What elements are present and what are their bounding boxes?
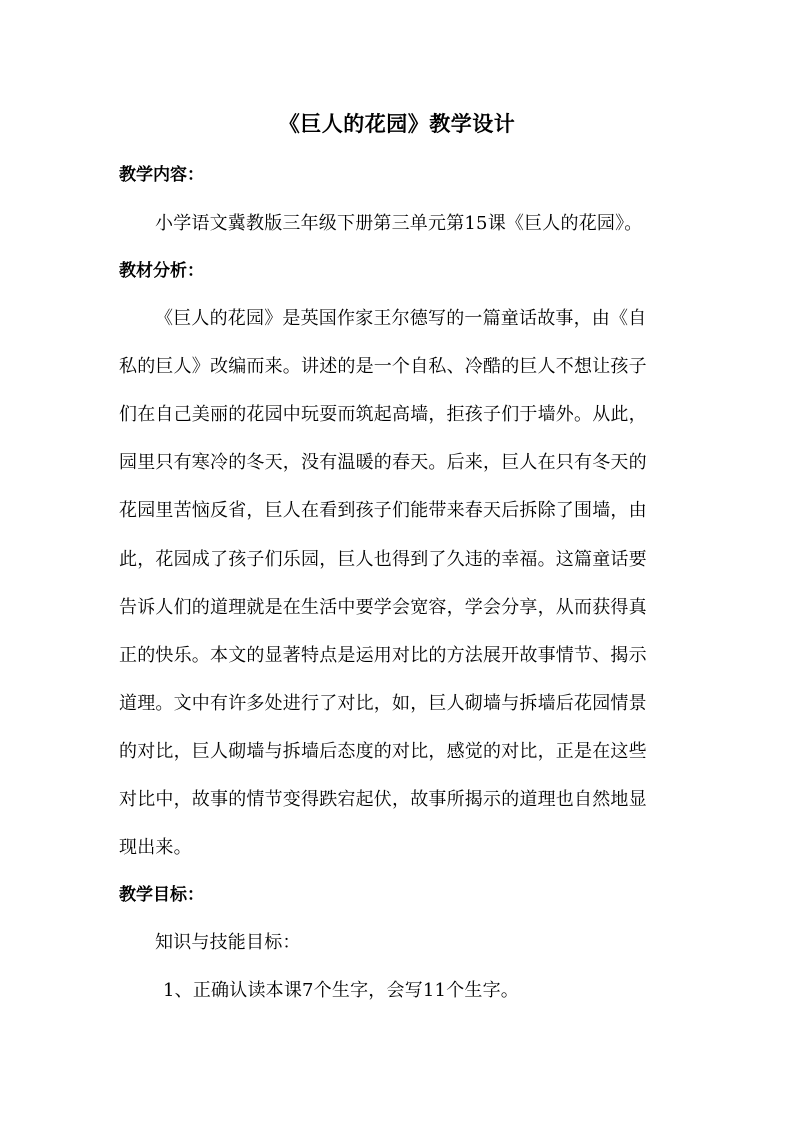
analysis-line: 道理。文中有许多处进行了对比，如，巨人砌墙与拆墙后花园情景 xyxy=(119,693,647,714)
analysis-line: 现出来。 xyxy=(119,837,192,858)
analysis-line: 私的巨人》改编而来。讲述的是一个自私、冷酷的巨人不想让孩子 xyxy=(119,356,647,377)
analysis-line: 园里只有寒冷的冬天，没有温暖的春天。后来，巨人在只有冬天的 xyxy=(119,452,647,473)
section-heading-analysis: 教材分析： xyxy=(119,261,204,281)
analysis-line: 《巨人的花园》是英国作家王尔德写的一篇童话故事，由《自 xyxy=(155,308,647,329)
analysis-line: 此，花园成了孩子们乐园，巨人也得到了久违的幸福。这篇童话要 xyxy=(119,549,647,570)
document-title: 《巨人的花园》教学设计 xyxy=(278,111,516,136)
content-text: 小学语文冀教版三年级下册第三单元第15课《巨人的花园》。 xyxy=(155,213,643,234)
analysis-line: 对比中，故事的情节变得跌宕起伏，故事所揭示的道理也自然地显 xyxy=(119,789,647,810)
analysis-line: 花园里苦恼反省，巨人在看到孩子们能带来春天后拆除了围墙，由 xyxy=(119,500,647,521)
section-heading-objectives: 教学目标： xyxy=(119,885,204,905)
analysis-line: 正的快乐。本文的显著特点是运用对比的方法展开故事情节、揭示 xyxy=(119,645,647,666)
analysis-line: 们在自己美丽的花园中玩耍而筑起高墙，拒孩子们于墙外。从此， xyxy=(119,404,647,425)
objectives-subheading: 知识与技能目标： xyxy=(155,932,301,953)
analysis-line: 告诉人们的道理就是在生活中要学会宽容，学会分享，从而获得真 xyxy=(119,597,647,618)
objective-item: 1、正确认读本课7个生字，会写11个生字。 xyxy=(163,980,520,1001)
section-heading-content: 教学内容： xyxy=(119,165,204,185)
analysis-line: 的对比，巨人砌墙与拆墙后态度的对比，感觉的对比，正是在这些 xyxy=(119,741,647,762)
